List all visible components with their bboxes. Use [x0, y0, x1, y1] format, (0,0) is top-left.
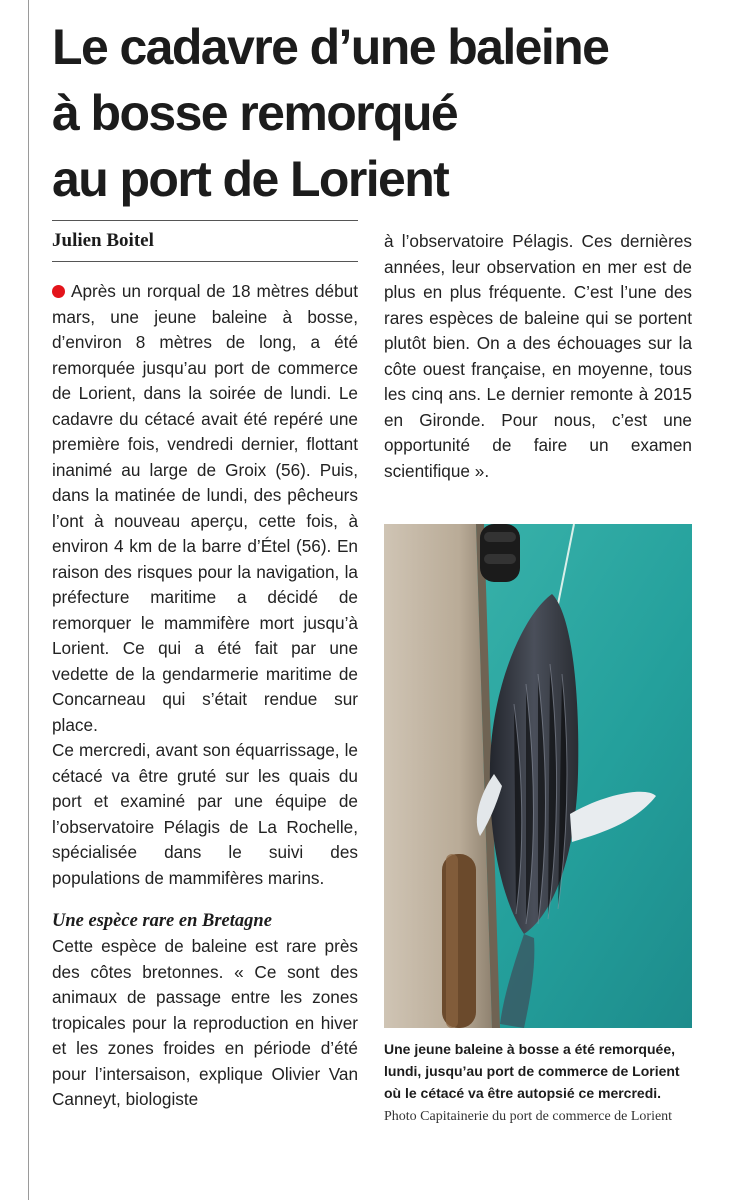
photo-caption [384, 1038, 692, 1128]
red-dot-icon [52, 285, 65, 298]
article-column-right [384, 229, 692, 484]
body-paragraph-continued: à l’observatoire Pélagis. Ces dernières années, leur observation en mer est de plus en plus fréquente. C’est l’une des rares espèces de baleine qui se portent plutôt bien. On a des échouages sur la côte ouest française, en moyenne, tous les cinq ans. Le dernier remonte à 2015 en Gironde. Pour nous, c’est une opportunité de faire un examen scientifique ». [384, 231, 692, 481]
body-paragraph-3: Cette espèce de baleine est rare près des côtes bretonnes. « Ce sont des animaux de passage entre les zones tropicales pour la reproduction en hiver et les zones froides en période d’été pour l’intersaison, explique Olivier Van Canneyt, biologiste [52, 936, 358, 1109]
byline-top-rule [52, 220, 358, 221]
whale-photo-illustration [384, 524, 692, 1028]
body-paragraph-2: Ce mercredi, avant son équarrissage, le cétacé va être gruté sur les quais du port et examiné par une équipe de l’observatoire Pélagis de La Rochelle, spécialisée dans le suivi des populations de mammifères marins. [52, 740, 358, 888]
body-paragraph-1: Après un rorqual de 18 mètres début mars, une jeune baleine à bosse, d’environ 8 mètres de long, a été remorquée jusqu’au port de commerce de Lorient, dans la soirée de lundi. Le cadavre du cétacé avait été repéré une première fois, vendredi dernier, flottant inanimé au large de Groix (56). Puis, dans la matinée de lundi, des pêcheurs l’ont à nouveau aperçu, cette fois, à environ 4 km de la barre d’Étel (56). En raison des risques pour la navigation, la préfecture maritime a décidé de remorquer le mammifère mort jusqu’à Lorient. Ce qui a été fait par une vedette de la gendarmerie maritime de Concarneau qui s’était rendue sur place. [52, 281, 358, 735]
subheading: Une espèce rare en Bretagne [52, 911, 272, 931]
article-column-left [52, 279, 358, 1113]
author-byline: Julien Boitel [52, 230, 154, 251]
photo-credit: Photo Capitainerie du port de commerce de Lorient [384, 1109, 673, 1124]
headline [52, 14, 732, 212]
page-margin-rule [28, 0, 29, 1200]
caption-text: Une jeune baleine à bosse a été remorquée, lundi, jusqu’au port de commerce de Lorient où le cétacé va être autopsié ce mercredi. [384, 1041, 680, 1101]
whale-photo [384, 524, 692, 1028]
headline-line-1: Le cadavre d’une baleine [52, 19, 609, 75]
headline-line-3: au port de Lorient [52, 151, 449, 207]
byline-bottom-rule [52, 261, 358, 262]
headline-line-2: à bosse remorqué [52, 85, 458, 141]
